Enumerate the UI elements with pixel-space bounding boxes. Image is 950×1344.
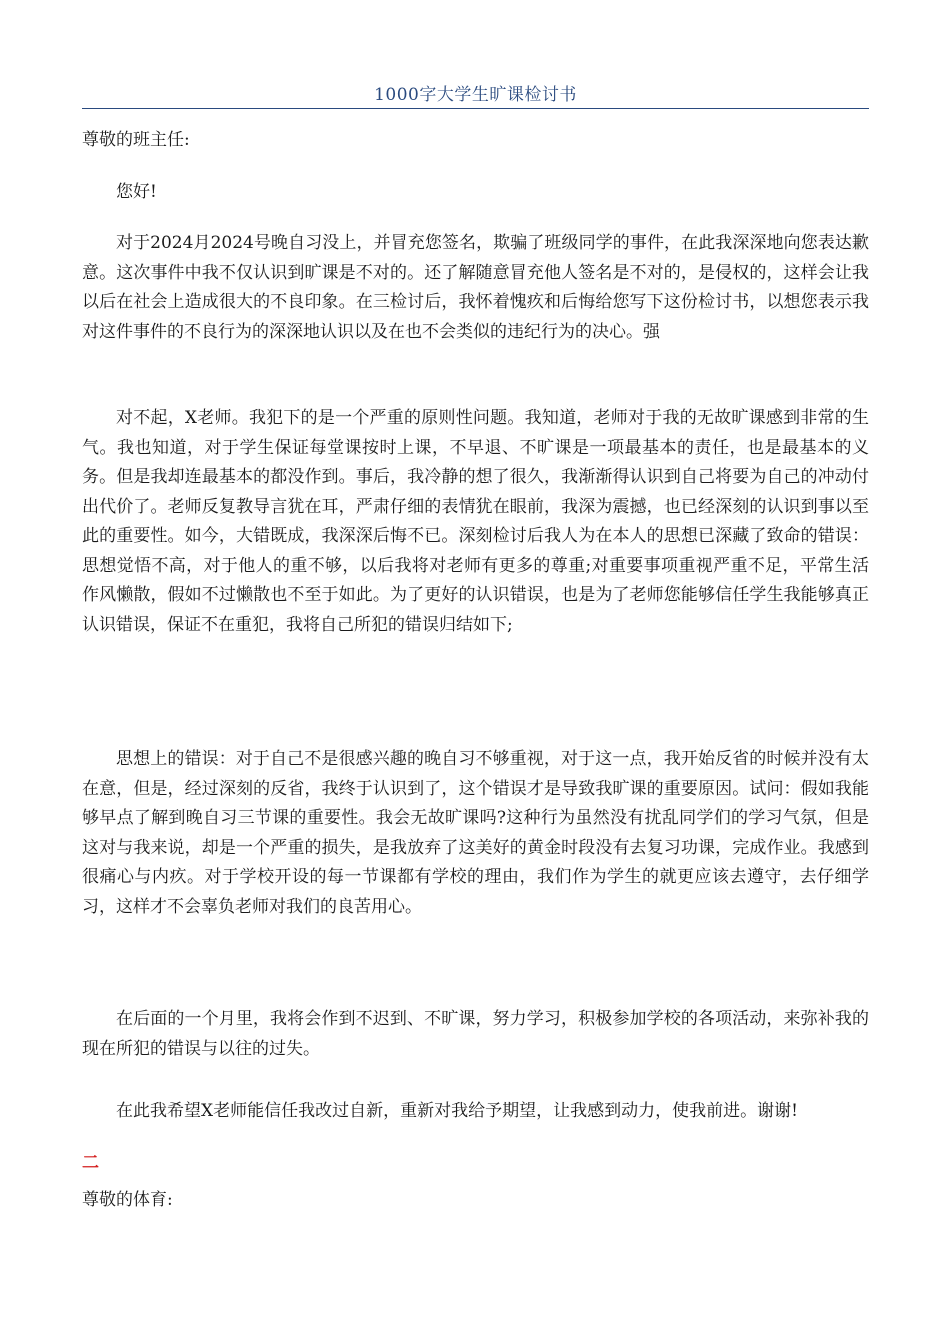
section-marker: 二 xyxy=(82,1153,99,1173)
paragraph-3: 思想上的错误：对于自己不是很感兴趣的晚自习不够重视，对于这一点，我开始反省的时候并没有太在意，但是，经过深刻的反省，我终于认识到了，这个错误才是导致我旷课的重要原因。试问：假如我能够早点了解到晚自习三节课的重要性。我会无故旷课吗?这种行为虽然没有扰乱同学们的学习气氛，但是这对与我来说，却是一个严重的损失，是我放弃了这美好的黄金时段没有去复习功课，完成作业。我感到很痛心与内疚。对于学校开设的每一节课都有学校的理由，我们作为学生的就更应该去遵守，去仔细学习，这样才不会辜负老师对我们的良苦用心。 xyxy=(82,749,869,917)
second-salutation: 尊敬的体育: xyxy=(82,1190,173,1210)
paragraph-2: 对不起，X老师。我犯下的是一个严重的原则性问题。我知道，老师对于我的无故旷课感到非常的生气。我也知道，对于学生保证每堂课按时上课，不早退、不旷课是一项最基本的责任，也是最基本的义务。但是我却连最基本的都没作到。事后，我冷静的想了很久，我渐渐得认识到自己将要为自己的冲动付出代价了。老师反复教导言犹在耳，严肃仔细的表情犹在眼前，我深为震撼，也已经深刻的认识到事以至此的重要性。如今，大错既成，我深深后悔不已。深刻检讨后我人为在本人的思想已深藏了致命的错误：思想觉悟不高，对于他人的重不够，以后我将对老师有更多的尊重;对重要事项重视严重不足，平常生活作风懒散，假如不过懒散也不至于如此。为了更好的认识错误，也是为了老师您能够信任学生我能够真正认识错误，保证不在重犯，我将自己所犯的错误归结如下; xyxy=(82,408,869,635)
document-title: 1000字大学生旷课检讨书 xyxy=(374,85,577,105)
paragraph-5: 在此我希望X老师能信任我改过自新，重新对我给予期望，让我感到动力，使我前进。谢谢! xyxy=(116,1101,798,1121)
salutation: 尊敬的班主任: xyxy=(82,130,190,150)
greeting: 您好! xyxy=(116,182,157,202)
paragraph-4: 在后面的一个月里，我将会作到不迟到、不旷课，努力学习，积极参加学校的各项活动，来弥补我的现在所犯的错误与以往的过失。 xyxy=(82,1009,869,1059)
paragraph-1: 对于2024月2024号晚自习没上，并冒充您签名，欺骗了班级同学的事件，在此我深深地向您表达歉意。这次事件中我不仅认识到旷课是不对的。还了解随意冒充他人签名是不对的，是侵权的，这样会让我以后在社会上造成很大的不良印象。在三检讨后，我怀着愧疚和后悔给您写下这份检讨书，以想您表示我对这件事件的不良行为的深深地认识以及在也不会类似的违纪行为的决心。强 xyxy=(82,233,869,342)
title-underline xyxy=(82,108,869,109)
